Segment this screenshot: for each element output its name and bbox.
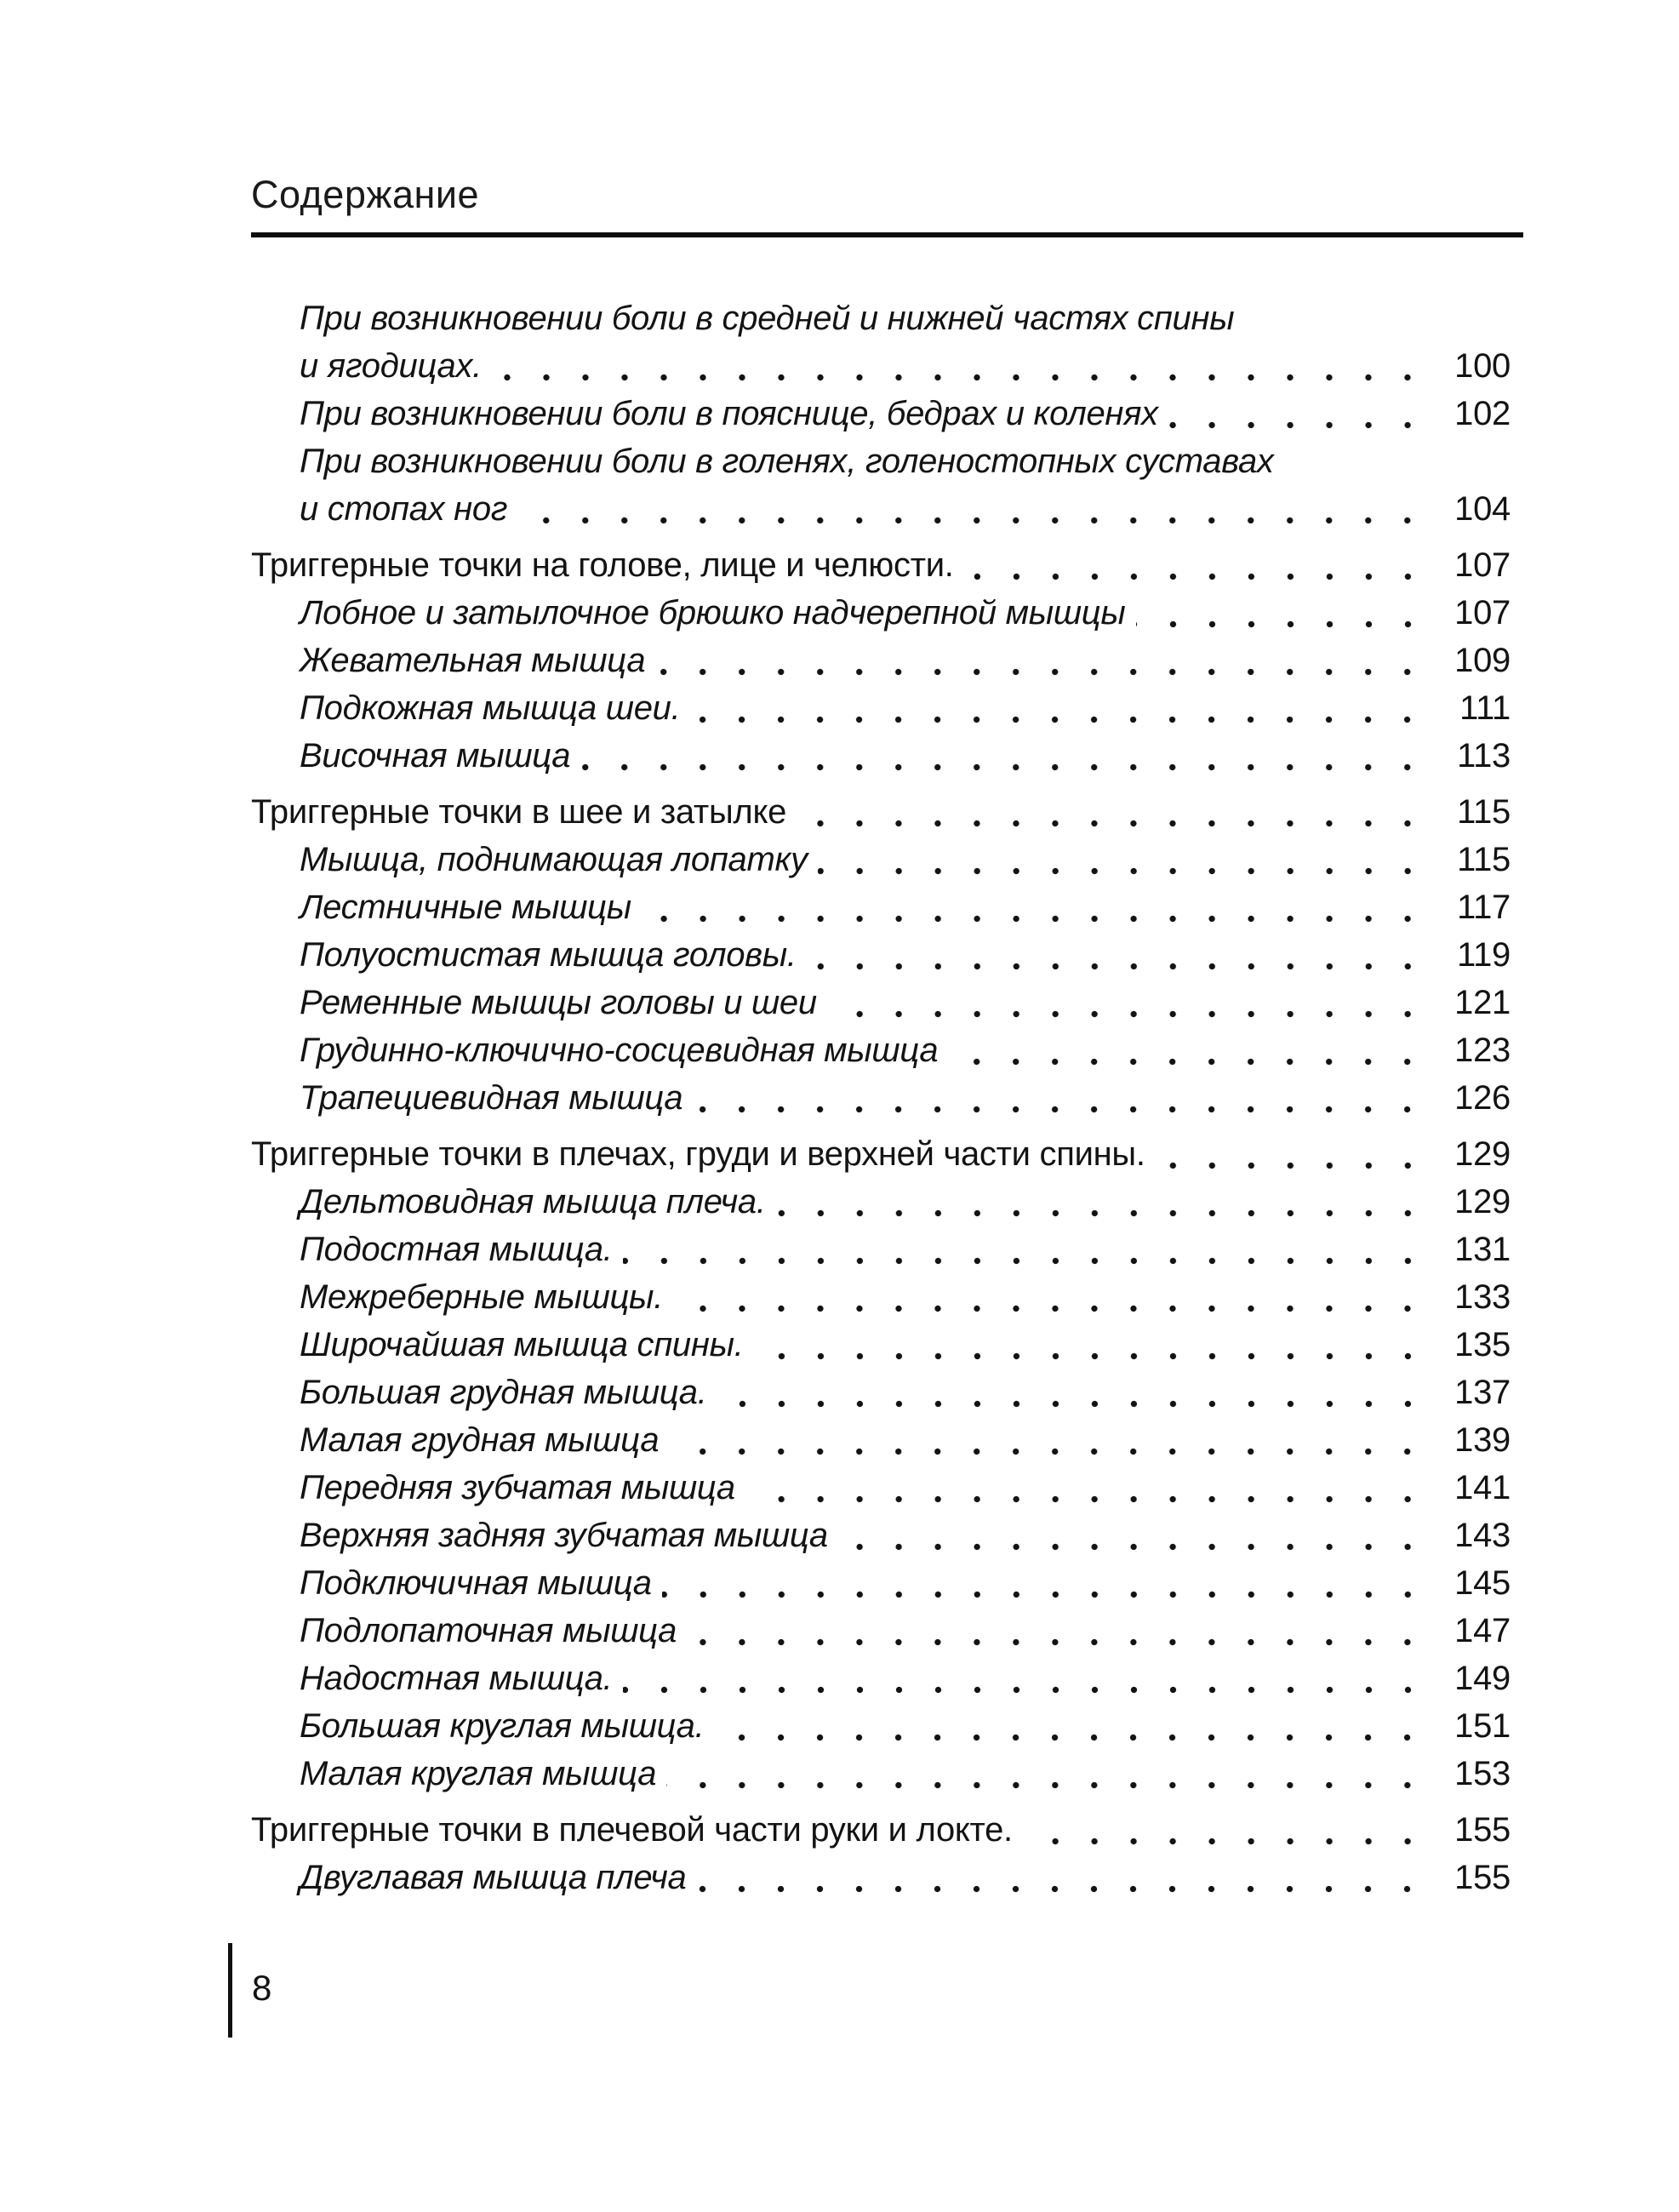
toc-entry-page: 131 xyxy=(1454,1231,1511,1268)
dot-leader xyxy=(642,883,1429,931)
toc-entry-page: 115 xyxy=(1457,841,1511,878)
toc-sub-entry xyxy=(251,836,1511,883)
dot-leader xyxy=(623,1226,1429,1273)
toc-entry-title: Межреберные мышцы. xyxy=(300,1278,664,1316)
toc-sub-entry xyxy=(251,1273,1511,1321)
toc-entry-page: 155 xyxy=(1454,1811,1511,1849)
toc-sub-entry xyxy=(251,883,1511,931)
toc-entry-page: 111 xyxy=(1459,689,1511,727)
toc-entry-title: Грудинно-ключично-сосцевидная мышца xyxy=(300,1032,939,1069)
toc-entry-page: 147 xyxy=(1454,1612,1511,1649)
dot-leader xyxy=(717,1369,1429,1416)
dot-leader xyxy=(580,732,1429,780)
toc-entry-title: Подлопаточная мышца xyxy=(300,1612,677,1649)
dot-leader xyxy=(745,1464,1429,1512)
toc-entry-page: 155 xyxy=(1454,1859,1511,1896)
dot-leader xyxy=(696,1854,1429,1901)
toc-entry-title: Малая грудная мышца xyxy=(300,1421,660,1459)
toc-entry-title: Дельтовидная мышца плеча. xyxy=(300,1183,766,1220)
dot-leader xyxy=(662,1559,1429,1607)
dot-leader xyxy=(687,1607,1429,1655)
toc-entry-page: 149 xyxy=(1454,1660,1511,1697)
toc-sub-entry xyxy=(251,294,1511,342)
toc-entry-title: Надостная мышца. xyxy=(300,1660,613,1697)
toc-entry-title: Триггерные точки в шее и затылке xyxy=(251,793,787,831)
toc-sub-entry xyxy=(251,1026,1511,1074)
toc-sub-entry xyxy=(251,1178,1511,1226)
dot-leader xyxy=(690,684,1429,732)
toc-entry-page: 153 xyxy=(1454,1755,1511,1792)
toc-sub-entry xyxy=(251,1750,1511,1798)
dot-leader xyxy=(776,1178,1429,1226)
toc-entry-page: 126 xyxy=(1454,1079,1511,1117)
toc-entry-title: и ягодицах. xyxy=(300,347,482,385)
toc-entry-title: Верхняя задняя зубчатая мышца xyxy=(300,1517,828,1554)
dot-leader xyxy=(666,1750,1429,1798)
dot-leader xyxy=(948,1026,1429,1074)
toc-entry-title: Трапециевидная мышца xyxy=(300,1079,683,1117)
dot-leader xyxy=(1136,589,1430,637)
toc-entry-page: 102 xyxy=(1454,395,1511,432)
toc-entry-page: 135 xyxy=(1454,1326,1511,1363)
toc-sub-entry xyxy=(251,979,1511,1026)
toc-sub-entry xyxy=(251,732,1511,780)
toc-sub-entry xyxy=(251,931,1511,979)
page-number: 8 xyxy=(252,1968,272,2008)
toc-entry-page: 107 xyxy=(1454,546,1511,584)
toc-entry-title: Мышца, поднимающая лопатку xyxy=(300,841,808,878)
toc-sub-entry xyxy=(251,1074,1511,1122)
dot-leader xyxy=(818,836,1429,883)
dot-leader xyxy=(492,342,1429,390)
toc-entry-page: 129 xyxy=(1454,1135,1511,1173)
toc-sub-entry xyxy=(251,589,1511,637)
toc-sub-entry xyxy=(251,684,1511,732)
toc-sub-entry xyxy=(251,1512,1511,1559)
toc-entry-page: 121 xyxy=(1454,984,1511,1021)
toc-entry-page: 119 xyxy=(1457,936,1511,974)
toc-entry-title: Подкожная мышца шеи. xyxy=(300,689,681,727)
dot-leader xyxy=(1023,1806,1429,1854)
page-title: Содержание xyxy=(251,173,479,216)
toc-entry-title: При возникновении боли в средней и нижней частях спины xyxy=(300,300,1235,337)
toc-entry-title: При возникновении боли в пояснице, бедрах и коленях xyxy=(300,395,1158,432)
toc-entry-title: Триггерные точки на голове, лице и челюсти. xyxy=(251,546,954,584)
dot-leader xyxy=(655,637,1429,684)
toc-entry-page: 129 xyxy=(1454,1183,1511,1220)
toc-entry-page: 145 xyxy=(1454,1564,1511,1602)
toc-entry-title: Передняя зубчатая мышца xyxy=(300,1469,735,1506)
toc-entry-title: При возникновении боли в голенях, голеностопных суставах xyxy=(300,443,1274,480)
toc-sub-entry xyxy=(251,437,1511,485)
toc-entry-page: 139 xyxy=(1454,1421,1511,1459)
toc-entry-page: 133 xyxy=(1454,1278,1511,1316)
toc-entry-title: Подключичная мышца xyxy=(300,1564,652,1602)
toc-entry-page: 113 xyxy=(1457,737,1511,774)
toc-sub-entry xyxy=(251,1369,1511,1416)
toc-entry-page: 104 xyxy=(1454,490,1511,528)
folio-rule xyxy=(228,1943,232,2038)
dot-leader xyxy=(1168,390,1429,437)
toc-entry-title: Триггерные точки в плечах, груди и верхней части спины. xyxy=(251,1135,1145,1173)
dot-leader xyxy=(838,1512,1429,1559)
toc-entry-page: 109 xyxy=(1454,642,1511,679)
toc-entry-title: Триггерные точки в плечевой части руки и локте. xyxy=(251,1811,1013,1849)
dot-leader xyxy=(517,485,1429,533)
toc-entry-page: 100 xyxy=(1454,347,1511,385)
dot-leader xyxy=(807,931,1429,979)
toc-sub-entry xyxy=(251,1416,1511,1464)
dot-leader xyxy=(669,1416,1429,1464)
toc-list xyxy=(251,294,1511,1901)
dot-leader xyxy=(714,1702,1429,1750)
toc-sub-entry xyxy=(251,1464,1511,1512)
toc-entry-title: Височная мышца xyxy=(300,737,571,774)
toc-entry-page: 137 xyxy=(1454,1374,1511,1411)
toc-sub-entry xyxy=(251,1607,1511,1655)
toc-entry-page: 107 xyxy=(1454,594,1511,632)
toc-chapter-entry xyxy=(251,1130,1511,1178)
toc-entry-title: Ременные мышцы головы и шеи xyxy=(300,984,817,1021)
toc-sub-entry xyxy=(251,1226,1511,1273)
toc-entry-page: 117 xyxy=(1457,889,1511,926)
dot-leader xyxy=(693,1074,1429,1122)
toc-entry-page: 143 xyxy=(1454,1517,1511,1554)
dot-leader xyxy=(623,1655,1430,1702)
header-rule xyxy=(251,232,1523,237)
dot-leader xyxy=(673,1273,1429,1321)
toc-entry-title: Подостная мышца. xyxy=(300,1231,613,1268)
toc-sub-entry xyxy=(251,390,1511,437)
toc-entry-title: и стопах ног xyxy=(300,490,508,528)
toc-entry-title: Большая грудная мышца. xyxy=(300,1374,707,1411)
toc-sub-entry xyxy=(251,342,1511,390)
toc-entry-title: Малая круглая мышца xyxy=(300,1755,657,1792)
toc-entry-title: Полуостистая мышца головы. xyxy=(300,936,797,974)
toc-entry-page: 123 xyxy=(1454,1032,1511,1069)
toc-sub-entry xyxy=(251,1321,1511,1369)
toc-sub-entry xyxy=(251,1559,1511,1607)
toc-entry-page: 115 xyxy=(1457,793,1511,831)
toc-entry-title: Лестничные мышцы xyxy=(300,889,631,926)
toc-chapter-entry xyxy=(251,1806,1511,1854)
dot-leader xyxy=(1156,1130,1429,1178)
toc-sub-entry xyxy=(251,1702,1511,1750)
toc-sub-entry xyxy=(251,1655,1511,1702)
toc-entry-title: Лобное и затылочное брюшко надчерепной мышцы xyxy=(300,594,1126,632)
dot-leader xyxy=(797,788,1429,836)
dot-leader xyxy=(754,1321,1429,1369)
toc-chapter-entry xyxy=(251,541,1511,589)
toc-entry-page: 151 xyxy=(1454,1707,1511,1745)
toc-entry-title: Широчайшая мышца спины. xyxy=(300,1326,744,1363)
toc-entry-title: Двуглавая мышца плеча xyxy=(300,1859,687,1896)
dot-leader xyxy=(964,541,1429,589)
toc-sub-entry xyxy=(251,637,1511,684)
dot-leader xyxy=(827,979,1429,1026)
toc-entry-title: Большая круглая мышца. xyxy=(300,1707,705,1745)
toc-sub-entry xyxy=(251,485,1511,533)
toc-sub-entry xyxy=(251,1854,1511,1901)
toc-entry-page: 141 xyxy=(1454,1469,1511,1506)
toc-entry-title: Жевательная мышца xyxy=(300,642,646,679)
toc-chapter-entry xyxy=(251,788,1511,836)
